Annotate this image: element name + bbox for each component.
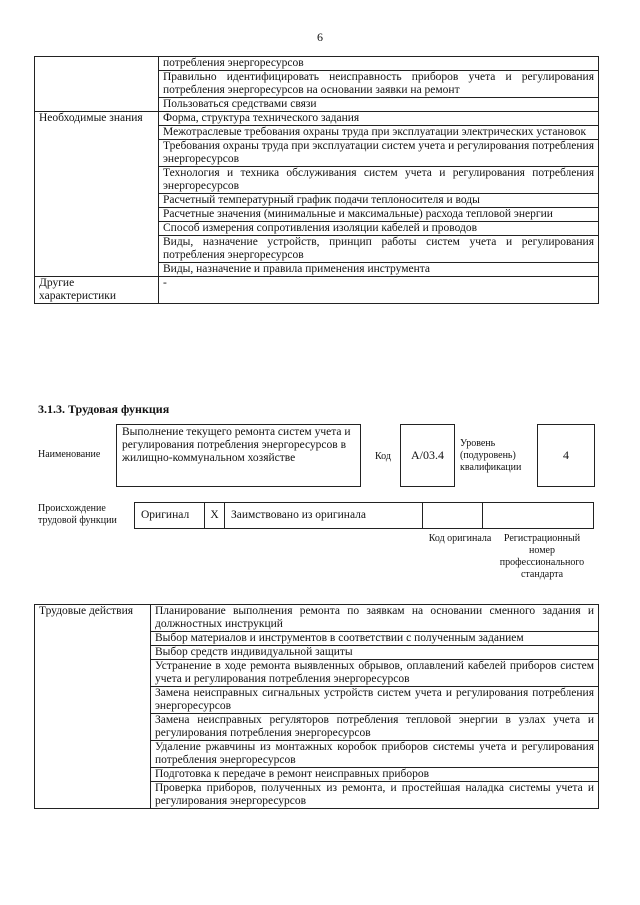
table-cell: Выбор материалов и инструментов в соответствии с полученным заданием: [151, 632, 599, 646]
table-cell: Виды, назначение устройств, принцип работы систем учета и регулирования потребления энергоресурсов: [159, 236, 599, 263]
origin-original: Оригинал: [135, 503, 205, 528]
table-cell: Расчетные значения (минимальные и максимальные) расхода тепловой энергии: [159, 208, 599, 222]
row-label: Трудовые действия: [35, 605, 151, 809]
skills-knowledge-table: [34, 56, 599, 304]
name-label: Наименование: [38, 449, 101, 460]
origin-label: Происхождение трудовой функции: [38, 503, 117, 526]
table-row: [35, 112, 599, 126]
origin-mark: X: [205, 503, 225, 528]
row-label: Необходимые знания: [35, 112, 159, 277]
qualification-level-box: 4: [537, 424, 595, 487]
table-cell: Расчетный температурный график подачи теплоносителя и воды: [159, 194, 599, 208]
level-label: Уровень (подуровень) квалификации: [460, 438, 522, 473]
row-label: Другие характеристики: [35, 277, 159, 304]
table-cell: Выбор средств индивидуальной защиты: [151, 646, 599, 660]
row-label: [35, 57, 159, 112]
table-cell: Замена неисправных регуляторов потребления тепловой энергии в узлах учета и регулирования потребления энергоресурсов: [151, 714, 599, 741]
table-cell: Подготовка к передаче в ремонт неисправных приборов: [151, 768, 599, 782]
table-cell: Виды, назначение и правила применения инструмента: [159, 263, 599, 277]
origin-reg-cell: [483, 503, 593, 528]
table-cell: Технология и техника обслуживания систем учета и регулирования потребления энергоресурсов: [159, 167, 599, 194]
table-cell: Пользоваться средствами связи: [159, 98, 599, 112]
table-row: [35, 605, 599, 632]
table-cell: потребления энергоресурсов: [159, 57, 599, 71]
page-number: 6: [317, 30, 323, 44]
table-cell: Правильно идентифицировать неисправность приборов учета и регулирования потребления энергоресурсов на основании заявки на ремонт: [159, 71, 599, 98]
origin-row: [134, 502, 594, 529]
table-row: [35, 57, 599, 71]
code-label: Код: [375, 451, 391, 462]
table-cell: Способ измерения сопротивления изоляции кабелей и проводов: [159, 222, 599, 236]
code-original-label: Код оригинала: [428, 533, 492, 544]
table-cell: Замена неисправных сигнальных устройств систем учета и регулирования потребления энергоресурсов: [151, 687, 599, 714]
section-heading: 3.1.3. Трудовая функция: [38, 402, 170, 416]
table-cell: Планирование выполнения ремонта по заявкам на основании сменного задания и должностных инструкций: [151, 605, 599, 632]
table-cell: Форма, структура технического задания: [159, 112, 599, 126]
table-row: [35, 277, 599, 304]
table-cell: Удаление ржавчины из монтажных коробок приборов системы учета и регулирования потребления энергоресурсов: [151, 741, 599, 768]
function-name-box: Выполнение текущего ремонта систем учета и регулирования потребления энергоресурсов в жилищно-коммунальном хозяйстве: [116, 424, 361, 487]
table-cell: Требования охраны труда при эксплуатации систем учета и регулирования потребления энергоресурсов: [159, 140, 599, 167]
origin-code-cell: [423, 503, 483, 528]
function-code-box: А/03.4: [400, 424, 455, 487]
table-cell: Проверка приборов, полученных из ремонта, и простейшая наладка системы учета и регулирования энергоресурсов: [151, 782, 599, 809]
table-cell: -: [159, 277, 599, 304]
labor-actions-table: [34, 604, 599, 809]
reg-number-label: Регистрационный номер профессионального стандарта: [499, 533, 585, 580]
table-cell: Межотраслевые требования охраны труда при эксплуатации электрических установок: [159, 126, 599, 140]
table-cell: Устранение в ходе ремонта выявленных обрывов, оплавлений кабелей приборов систем учета и регулирования потребления энергоресурсов: [151, 660, 599, 687]
origin-borrowed: Заимствовано из оригинала: [225, 503, 423, 528]
